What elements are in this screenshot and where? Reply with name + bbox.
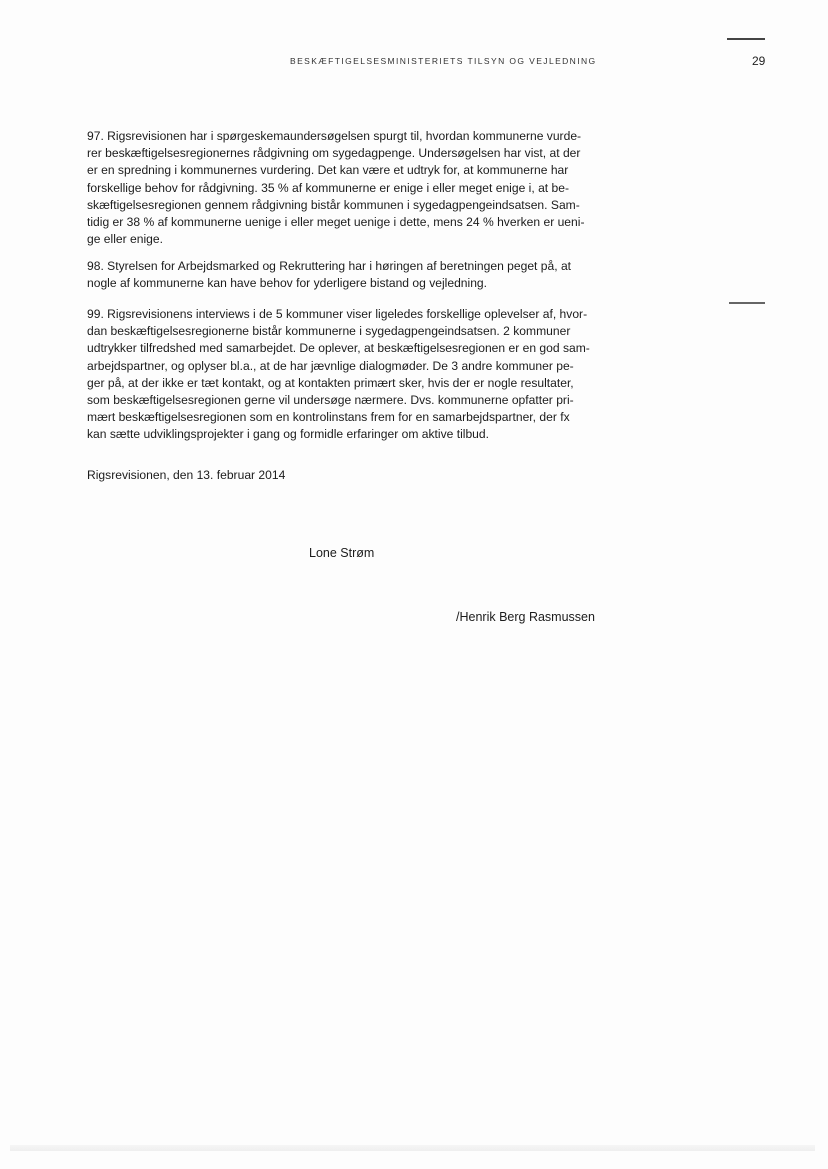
- text-line: 99. Rigsrevisionens interviews i de 5 kommuner viser ligeledes forskellige oplevelser af, hvor-: [87, 307, 588, 321]
- paragraph-97: [87, 128, 607, 248]
- place-date: Rigsrevisionen, den 13. februar 2014: [87, 468, 286, 482]
- text-line: mært beskæftigelsesregionen som en kontrolinstans frem for en samarbejdspartner, der fx: [87, 410, 570, 425]
- text-line: forskellige behov for rådgivning. 35 % af kommunerne er enige i eller meget enige i, at be-: [87, 180, 570, 195]
- text-line: ger på, at der ikke er tæt kontakt, og at kontakten primært sker, hvis der er nogle resultater,: [87, 375, 574, 390]
- text-line: 97. Rigsrevisionen har i spørgeskemaundersøgelsen spurgt til, hvordan kommunerne vurde-: [87, 129, 582, 143]
- text-line: er en spredning i kommunernes vurdering. Det kan være et udtryk for, at kommunerne har: [87, 163, 569, 178]
- paragraph-98: [87, 258, 607, 292]
- text-line: som beskæftigelsesregionen gerne vil undersøge nærmere. Dvs. kommunerne opfatter pri-: [87, 393, 574, 408]
- text-line: rer beskæftigelsesregionernes rådgivning om sygedagpenge. Undersøgelsen har vist, at der: [87, 146, 581, 161]
- text-line: 98. Styrelsen for Arbejdsmarked og Rekruttering har i høringen af beretningen peget på, at: [87, 259, 572, 273]
- page-number: 29: [752, 54, 766, 68]
- text-line: tidig er 38 % af kommunerne uenige i eller meget uenige i dette, mens 24 % hverken er ueni-: [87, 215, 585, 230]
- co-signatory-name: /Henrik Berg Rasmussen: [456, 610, 595, 624]
- text-line: kan sætte udviklingsprojekter i gang og formidle erfaringer om aktive tilbud.: [87, 427, 489, 442]
- text-line: arbejdspartner, og oplyser bl.a., at de har jævnlige dialogmøder. De 3 andre kommuner pe-: [87, 358, 574, 373]
- running-header: BESKÆFTIGELSESMINISTERIETS TILSYN OG VEJLEDNING: [290, 56, 597, 66]
- margin-rule-top: [727, 38, 765, 40]
- margin-rule-middle: [729, 302, 765, 304]
- text-line: skæftigelsesregionen gennem rådgivning bistår kommunen i sygedagpengeindsatsen. Sam-: [87, 197, 580, 212]
- text-line: dan beskæftigelsesregionerne bistår kommunerne i sygedagpengeindsatsen. 2 kommuner: [87, 324, 571, 339]
- text-line: nogle af kommunerne kan have behov for yderligere bistand og vejledning.: [87, 276, 488, 291]
- text-line: ge eller enige.: [87, 232, 163, 247]
- paragraph-99: [87, 306, 607, 444]
- scan-edge: [10, 1145, 815, 1151]
- text-line: udtrykker tilfredshed med samarbejdet. De oplever, at beskæftigelsesregionen er en god sam-: [87, 341, 590, 356]
- signatory-name: Lone Strøm: [309, 546, 375, 560]
